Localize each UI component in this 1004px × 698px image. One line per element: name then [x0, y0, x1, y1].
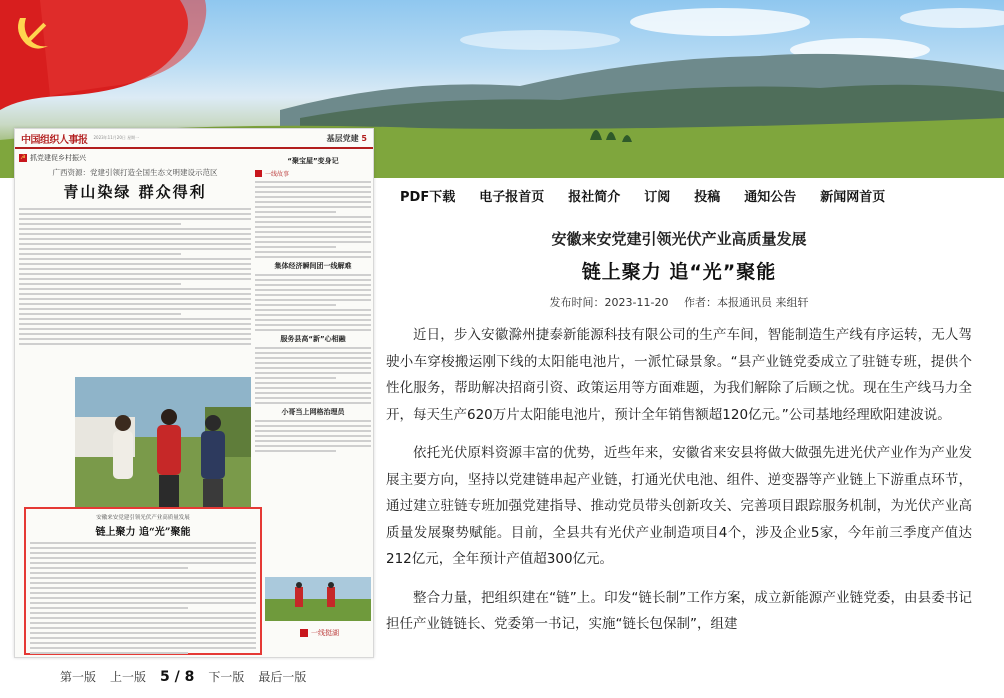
newspaper-logo: 中国组织人事报	[21, 134, 88, 146]
prev-page-link[interactable]: 上一版	[110, 670, 147, 684]
right-headline-4: 小哥当上网格治理员	[281, 408, 345, 416]
lead-headline: 青山染绿 群众得利	[63, 183, 207, 201]
article	[384, 222, 974, 650]
article-paragraph: 整合力量，把组织建在“链”上。印发“链长制”工作方案，成立新能源产业链党委，由县委书记担任产业链链长、党委第一书记，实施“链长包保制”，组建	[386, 589, 972, 632]
last-page-link[interactable]: 最后一版	[258, 670, 307, 684]
nav-subscribe[interactable]: 订阅	[644, 189, 671, 205]
nav-submit[interactable]: 投稿	[694, 189, 721, 205]
lead-kicker: 广西资源：党建引领打造全国生态文明建设示范区	[52, 168, 218, 177]
newspaper-date: 2023年11月20日 星期一	[93, 135, 140, 140]
party-emblem-icon	[300, 629, 308, 637]
article-paragraph: 近日，步入安徽滁州捷泰新能源科技有限公司的生产车间，智能制造生产线有序运转，无人驾驶小车穿梭搬运刚下线的太阳能电池片，一派忙碌景象。“县产业链党委成立了驻链专班，提供个性化服务，帮助解决招商引资、政策运用等方面难题，为我们解除了后顾之忧。现在生产线马力全开，每天生产620万片太阳能电池片，预计全年销售额超120亿元。”公司基地经理欧阳建波说。	[386, 327, 972, 423]
article-author: 作者：本报通讯员 来组轩	[683, 296, 809, 309]
nav-notices[interactable]: 通知公告	[744, 189, 797, 205]
right-tag: 一线故事	[255, 169, 371, 178]
newspaper-photo-people	[75, 377, 251, 509]
page-indicator: 5 / 8	[160, 668, 195, 685]
nav-epaper-home[interactable]: 电子报首页	[479, 189, 545, 205]
newspaper-section: 基层党建 5	[326, 133, 367, 143]
next-page-link[interactable]: 下一版	[208, 670, 245, 684]
right-headline-2: 集体经济瞬间团一线解难	[274, 262, 352, 270]
first-page-link[interactable]: 第一版	[60, 670, 97, 684]
article-kicker: 安徽来安党建引领光伏产业高质量发展	[551, 230, 807, 248]
highlighted-article-kicker: 安徽来安党建引领光伏产业高质量发展	[96, 515, 190, 521]
article-title: 链上聚力 追“光”聚能	[581, 261, 777, 283]
highlighted-article-title: 链上聚力 追“光”聚能	[95, 527, 191, 538]
nav-news-home[interactable]: 新闻网首页	[820, 189, 886, 205]
article-body	[384, 322, 974, 638]
right-headline-3: 服务县高“新”心相融	[280, 335, 346, 343]
page-pager	[60, 668, 360, 685]
article-meta	[384, 294, 974, 310]
newspaper-photo-field	[265, 577, 371, 621]
newspaper-left-column	[19, 153, 251, 348]
article-paragraph: 依托光伏原料资源丰富的优势，近些年来，安徽省来安县将做大做强先进光伏产业作为产业发展主要方向，坚持以党建链串起产业链，打通光伏电池、组件、逆变器等产业链上下游重点环节，通过建立驻链专班加强党建指导、推动党员带头创新攻关、完善项目跟踪服务机制，为光伏产业高质量发展聚势赋能。目前，全县共有光伏产业制造项目4个，涉及企业5家，今年前三季度产值达212亿元，全年预计产值超300亿元。	[386, 445, 972, 567]
top-nav	[388, 180, 948, 210]
one-line-tag: 一线挺湖	[300, 628, 339, 638]
nav-about[interactable]: 报社简介	[568, 189, 621, 205]
section-tag: ☭ 抓党建促乡村振兴	[20, 154, 86, 162]
party-emblem-icon	[255, 170, 262, 177]
article-publish-time: 发布时间：2023-11-20	[549, 296, 669, 309]
newspaper-right-column	[255, 153, 371, 455]
nav-pdf-download[interactable]: PDF下载	[400, 189, 456, 205]
newspaper-masthead	[15, 129, 373, 149]
right-headline-1: “聚宝屋”变身记	[287, 157, 339, 165]
party-emblem-icon: ☭	[20, 154, 26, 161]
highlighted-article-box[interactable]	[24, 507, 262, 655]
lead-text-block	[19, 208, 251, 345]
